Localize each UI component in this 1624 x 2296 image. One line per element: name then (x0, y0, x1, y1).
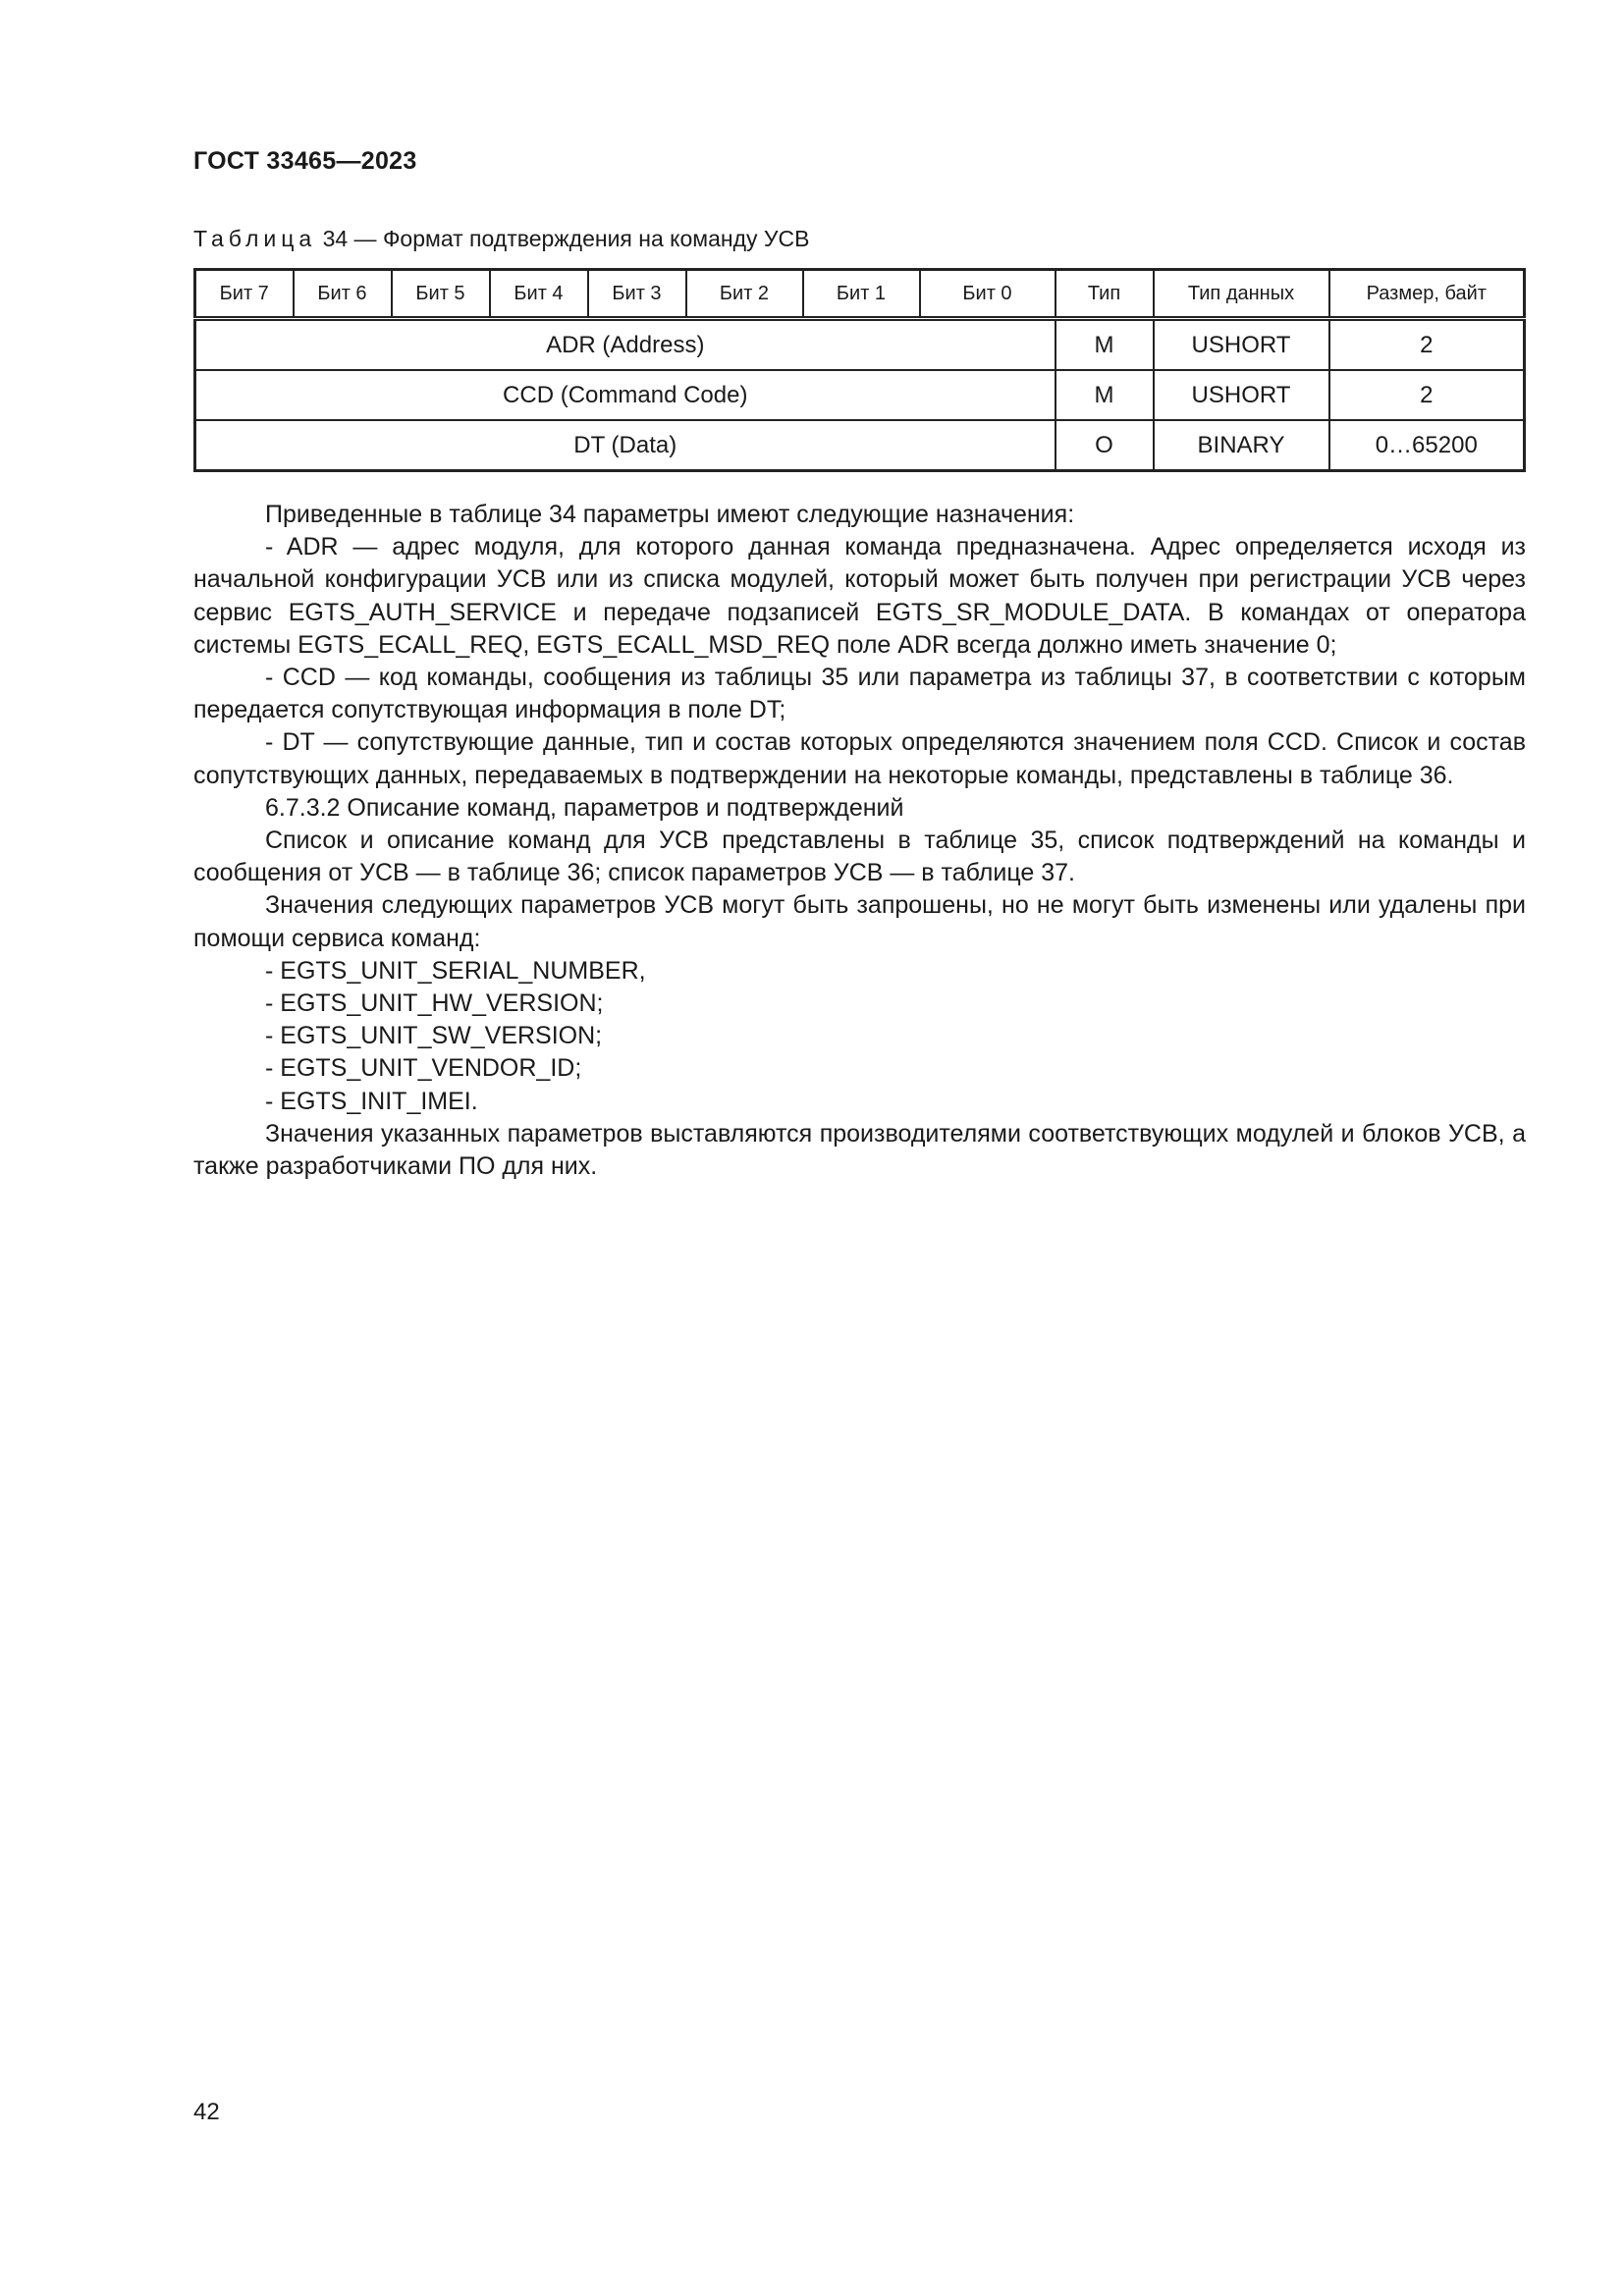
data-type-cell: USHORT (1154, 319, 1329, 371)
paragraph: Список и описание команд для УСВ представлены в таблице 35, список подтверждений на команды и сообщения от УСВ — в таблице 36; список параметров УСВ — в таблице 37. (193, 827, 1526, 887)
type-cell: M (1056, 319, 1154, 371)
table-caption-text: 34 — Формат подтверждения на команду УСВ (322, 226, 810, 251)
paragraph: Значения указанных параметров выставляются производителями соответствующих модулей и блоков УСВ, а также разработчиками ПО для них. (193, 1119, 1526, 1181)
section-heading: 6.7.3.2 Описание команд, параметров и подтверждений (265, 793, 904, 822)
table-row (195, 420, 1525, 471)
header-cell: Размер, байт (1329, 270, 1525, 319)
table-header-row (195, 270, 1525, 319)
list-item: - EGTS_UNIT_VENDOR_ID; (265, 1054, 582, 1083)
table-caption (193, 226, 809, 252)
header-cell: Бит 1 (803, 270, 920, 319)
table-row (195, 370, 1525, 420)
paragraph: Значения следующих параметров УСВ могут быть запрошены, но не могут быть изменены или удалены при помощи сервиса команд: (193, 891, 1526, 952)
list-item: - EGTS_UNIT_HW_VERSION; (265, 989, 604, 1018)
size-cell: 2 (1329, 370, 1525, 420)
page-number: 42 (193, 2099, 220, 2125)
body-text (193, 499, 1526, 1183)
list-item: - EGTS_UNIT_SW_VERSION; (265, 1022, 603, 1050)
data-type-cell: BINARY (1154, 420, 1329, 471)
paragraph: Приведенные в таблице 34 параметры имеют следующие назначения: (265, 501, 1075, 528)
type-cell: O (1056, 420, 1154, 471)
data-type-cell: USHORT (1154, 370, 1329, 420)
header-cell: Бит 2 (686, 270, 803, 319)
header-cell: Тип данных (1154, 270, 1329, 319)
size-cell: 2 (1329, 319, 1525, 371)
header-cell: Тип (1056, 270, 1154, 319)
command-confirmation-format-table (193, 268, 1526, 472)
type-cell: M (1056, 370, 1154, 420)
header-cell: Бит 4 (490, 270, 588, 319)
header-cell: Бит 5 (392, 270, 490, 319)
field-name-cell: DT (Data) (195, 420, 1056, 471)
header-cell: Бит 6 (294, 270, 392, 319)
document-code-header: ГОСТ 33465—2023 (193, 147, 417, 175)
list-item: - EGTS_UNIT_SERIAL_NUMBER, (265, 956, 646, 985)
header-cell: Бит 3 (588, 270, 686, 319)
field-name-cell: CCD (Command Code) (195, 370, 1056, 420)
header-cell: Бит 7 (195, 270, 294, 319)
table-row (195, 319, 1525, 371)
table-caption-label: Таблица (193, 226, 317, 251)
paragraph: - DT — сопутствующие данные, тип и состав которых определяются значением поля CCD. Список и состав сопутствующих данных, передаваемых в подтверждении на некоторые команды, представлены в таблице 36. (193, 728, 1526, 789)
list-item: - EGTS_INIT_IMEI. (265, 1087, 478, 1115)
paragraph: - CCD — код команды, сообщения из таблицы 35 или параметра из таблицы 37, в соответствии с которым передается сопутствующая информация в поле DT; (193, 664, 1526, 724)
size-cell: 0…65200 (1329, 420, 1525, 471)
paragraph: - ADR — адрес модуля, для которого данная команда предназначена. Адрес определяется исходя из начальной конфигурации УСВ или из списка модулей, который может быть получен при регистрации УСВ через сервис EGTS_AUTH_SERVICE и передаче подзаписей EGTS_SR_MODULE_DATA. В командах от оператора системы EGTS_ECALL_REQ, EGTS_ECALL_MSD_REQ поле ADR всегда должно иметь значение 0; (193, 533, 1526, 659)
header-cell: Бит 0 (920, 270, 1056, 319)
field-name-cell: ADR (Address) (195, 319, 1056, 371)
